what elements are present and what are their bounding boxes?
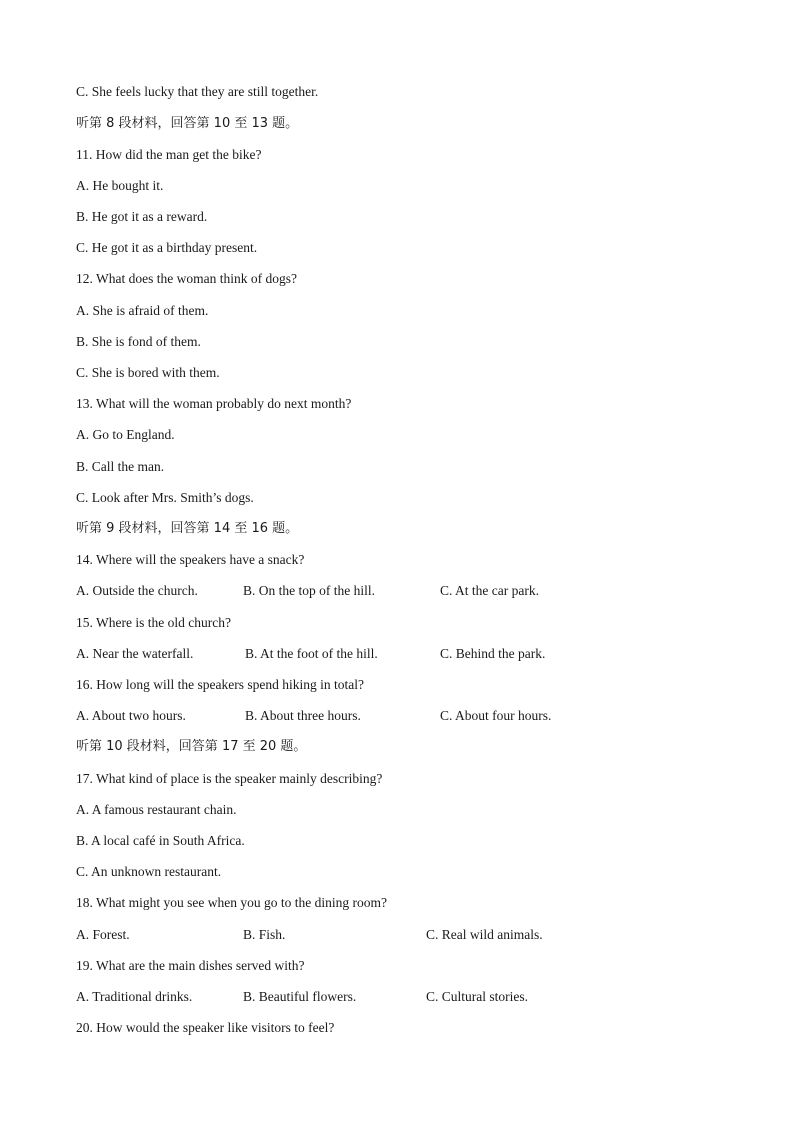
q18-option-b: B. Fish. [243, 927, 286, 942]
q18-option-a: A. Forest. [76, 927, 130, 942]
q17-option-a: A. A famous restaurant chain. [76, 802, 237, 817]
q13-option-b: B. Call the man. [76, 459, 165, 474]
q13-option-c: C. Look after Mrs. Smith’s dogs. [76, 490, 254, 505]
question-14: 14. Where will the speakers have a snack? [76, 552, 305, 567]
question-20: 20. How would the speaker like visitors to feel? [76, 1020, 335, 1035]
q11-option-b: B. He got it as a reward. [76, 209, 208, 224]
q14-option-b: B. On the top of the hill. [243, 583, 375, 598]
section-8-instruction: 听第 8 段材料，回答第 10 至 13 题。 [76, 116, 299, 131]
q13-option-a: A. Go to England. [76, 427, 175, 442]
question-16: 16. How long will the speakers spend hiking in total? [76, 677, 364, 692]
q19-option-a: A. Traditional drinks. [76, 989, 193, 1004]
q17-option-b: B. A local café in South Africa. [76, 833, 245, 848]
q11-option-c: C. He got it as a birthday present. [76, 240, 258, 255]
section-9-instruction: 听第 9 段材料，回答第 14 至 16 题。 [76, 521, 299, 536]
question-18: 18. What might you see when you go to the dining room? [76, 895, 387, 910]
section-10-instruction: 听第 10 段材料，回答第 17 至 20 题。 [76, 739, 307, 754]
q10-option-c: C. She feels lucky that they are still together. [76, 84, 319, 99]
question-11: 11. How did the man get the bike? [76, 147, 262, 162]
q12-option-c: C. She is bored with them. [76, 365, 220, 380]
question-19: 19. What are the main dishes served with? [76, 958, 305, 973]
question-12: 12. What does the woman think of dogs? [76, 271, 297, 286]
q19-option-c: C. Cultural stories. [426, 989, 528, 1004]
q14-option-c: C. At the car park. [440, 583, 539, 598]
q15-option-a: A. Near the waterfall. [76, 646, 194, 661]
q16-option-b: B. About three hours. [245, 708, 361, 723]
q16-option-a: A. About two hours. [76, 708, 186, 723]
q12-option-b: B. She is fond of them. [76, 334, 201, 349]
question-17: 17. What kind of place is the speaker mainly describing? [76, 771, 383, 786]
question-13: 13. What will the woman probably do next month? [76, 396, 352, 411]
q15-option-c: C. Behind the park. [440, 646, 546, 661]
question-15: 15. Where is the old church? [76, 615, 231, 630]
q14-option-a: A. Outside the church. [76, 583, 198, 598]
q19-option-b: B. Beautiful flowers. [243, 989, 357, 1004]
q11-option-a: A. He bought it. [76, 178, 164, 193]
q15-option-b: B. At the foot of the hill. [245, 646, 378, 661]
q18-option-c: C. Real wild animals. [426, 927, 543, 942]
q17-option-c: C. An unknown restaurant. [76, 864, 222, 879]
q12-option-a: A. She is afraid of them. [76, 303, 209, 318]
q16-option-c: C. About four hours. [440, 708, 552, 723]
